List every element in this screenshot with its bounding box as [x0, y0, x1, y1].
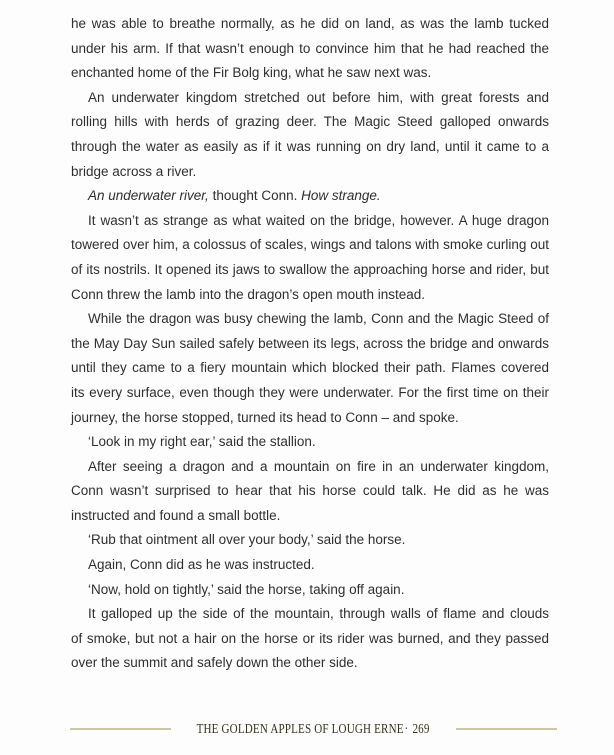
- text-line: [71, 209, 549, 234]
- text-line: [71, 283, 549, 308]
- italic-text: An underwater river,: [88, 188, 209, 204]
- text-segment: bridge across a river.: [71, 163, 197, 179]
- text-segment: its every surface, even though they were underwater. For the first time on their: [71, 384, 549, 400]
- footer-separator: ·: [404, 721, 409, 736]
- paragraph: [71, 12, 549, 86]
- text-line: [71, 37, 549, 62]
- page-footer: [70, 720, 557, 738]
- text-line: [71, 110, 549, 135]
- body-text: [71, 12, 549, 676]
- text-line: [71, 86, 549, 111]
- text-segment: of smoke, but not a hair on the horse or its rider was burned, and they passed: [71, 630, 549, 646]
- text-segment: until they came to a fiery mountain which blocked their path. Flames covered: [71, 360, 549, 376]
- text-line: [71, 356, 549, 381]
- text-segment: journey, the horse stopped, turned its head to Conn – and spoke.: [71, 409, 459, 425]
- italic-text: How strange.: [301, 188, 381, 204]
- footer-chapter-title: THE GOLDEN APPLES OF LOUGH ERNE: [197, 721, 405, 736]
- text-segment: over the summit and safely down the other side.: [71, 655, 358, 671]
- paragraph: [71, 209, 549, 307]
- text-segment: It wasn’t as strange as what waited on the bridge, however. A huge dragon: [88, 212, 549, 228]
- paragraph: [71, 553, 549, 578]
- text-line: [71, 61, 549, 86]
- text-line: [71, 651, 549, 676]
- footer-page-number: 269: [412, 721, 431, 736]
- text-segment: ‘Look in my right ear,’ said the stallion.: [88, 434, 316, 450]
- text-line: [71, 135, 549, 160]
- text-segment: While the dragon was busy chewing the lamb, Conn and the Magic Steed of: [88, 311, 549, 327]
- paragraph: [71, 430, 549, 455]
- text-segment: Conn threw the lamb into the dragon’s open mouth instead.: [71, 286, 425, 302]
- footer-rule-right: [456, 728, 557, 730]
- text-segment: It galloped up the side of the mountain, through walls of flame and clouds: [88, 606, 549, 622]
- text-line: [71, 12, 549, 37]
- text-segment: Conn wasn’t surprised to hear that his horse could talk. He did as he was: [71, 483, 549, 499]
- paragraph: [71, 307, 549, 430]
- paragraph: [71, 86, 549, 184]
- text-line: [71, 602, 549, 627]
- text-segment: ‘Rub that ointment all over your body,’ said the horse.: [88, 532, 406, 548]
- text-segment: he was able to breathe normally, as he did on land, as was the lamb tucked: [71, 16, 549, 31]
- text-line: [71, 307, 549, 332]
- text-segment: An underwater kingdom stretched out before him, with great forests and: [88, 89, 549, 105]
- text-line: [71, 406, 549, 431]
- footer-running-head: [197, 721, 430, 737]
- text-segment: towered over him, a colossus of scales, wings and talons with smoke curling out: [71, 237, 549, 253]
- paragraph: [71, 578, 549, 603]
- text-line: [71, 504, 549, 529]
- text-segment: of its nostrils. It opened its jaws to swallow the approaching horse and rider, but: [71, 261, 549, 277]
- text-segment: rolling hills with herds of grazing deer. The Magic Steed galloped onwards: [71, 114, 549, 130]
- text-line: [71, 627, 549, 652]
- text-line: [71, 430, 549, 455]
- paragraph: [71, 455, 549, 529]
- text-line: [71, 479, 549, 504]
- text-line: [71, 332, 549, 357]
- text-line: [71, 528, 549, 553]
- text-segment: enchanted home of the Fir Bolg king, what he saw next was.: [71, 65, 432, 81]
- text-line: [71, 233, 549, 258]
- text-line: [71, 184, 549, 209]
- text-segment: through the water as easily as if it was running on dry land, until it came to a: [71, 138, 549, 154]
- text-segment: After seeing a dragon and a mountain on fire in an underwater kingdom,: [88, 458, 549, 474]
- text-segment: under his arm. If that wasn’t enough to convince him that he had reached the: [71, 40, 549, 56]
- text-line: [71, 553, 549, 578]
- text-segment: the May Day Sun sailed safely between its legs, across the bridge and onwards: [71, 335, 549, 351]
- paragraph: [71, 184, 549, 209]
- text-line: [71, 381, 549, 406]
- text-segment: ‘Now, hold on tightly,’ said the horse, taking off again.: [88, 581, 405, 597]
- text-segment: instructed and found a small bottle.: [71, 507, 281, 523]
- text-line: [71, 160, 549, 185]
- footer-rule-left: [70, 728, 171, 730]
- text-segment: Again, Conn did as he was instructed.: [88, 557, 315, 573]
- text-segment: thought Conn.: [208, 188, 302, 204]
- text-line: [71, 258, 549, 283]
- paragraph: [71, 528, 549, 553]
- text-line: [71, 578, 549, 603]
- paragraph: [71, 602, 549, 676]
- text-line: [71, 455, 549, 480]
